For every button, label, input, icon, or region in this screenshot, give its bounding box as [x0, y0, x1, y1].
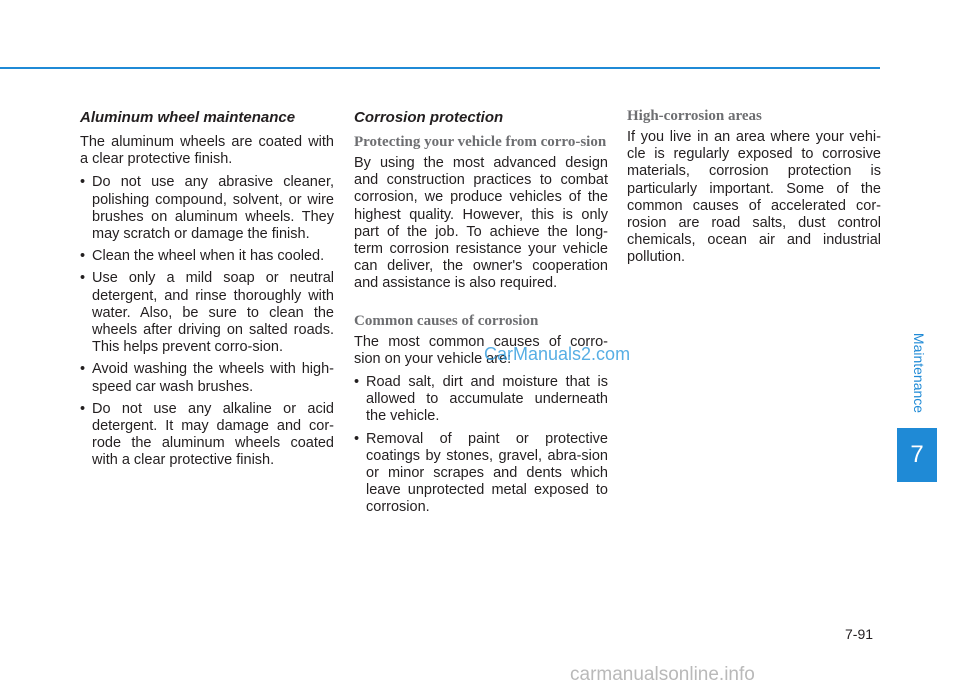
bullet-list — [80, 174, 334, 469]
list-item: • Clean the wheel when it has cooled. — [80, 248, 325, 265]
bullet-icon: • — [80, 270, 86, 287]
bullet-icon: • — [354, 430, 360, 447]
bullet-icon: • — [80, 400, 86, 417]
subsection-heading: High-corrosion areas — [627, 108, 762, 124]
list-item: • Do not use any abrasive cleaner, polishing compound, solvent, or wire brushes on aluminum wheels. They may scratch or damage the finish. — [80, 174, 334, 243]
watermark: CarManuals2.com — [484, 344, 631, 364]
list-item: • Removal of paint or protective coatings by stones, gravel, abra-sion or minor scrapes and dents which leave unprotected metal exposed to corrosion. — [354, 430, 608, 516]
page-number: 7-91 — [845, 626, 874, 642]
chapter-tab: 7 — [897, 428, 937, 482]
footer-watermark: carmanualsonline.info — [570, 664, 755, 685]
bullet-icon: • — [354, 374, 360, 391]
list-item: • Do not use any alkaline or acid detergent. It may damage and cor-rode the aluminum wheels coated with a clear protective finish. — [80, 400, 334, 469]
column-aluminum-wheel — [80, 108, 334, 475]
paragraph: By using the most advanced design and construction practices to combat corrosion, we produce vehicles of the highest quality. However, this is only part of the job. To achieve the long-term corrosion resistance your vehicle can deliver, the owner's cooperation and assistance is also required. — [354, 155, 608, 292]
list-item: • Road salt, dirt and moisture that is allowed to accumulate underneath the vehicle. — [354, 374, 608, 425]
paragraph: If you live in an area where your vehi-cle is regularly exposed to corrosive materials, corrosion protection is particularly important. Some of the common causes of accelerated cor-rosion are road salts, dust control chemicals, ocean air and industrial pollution. — [627, 129, 881, 266]
bullet-icon: • — [80, 248, 86, 265]
column-high-corrosion — [627, 108, 881, 273]
chapter-label: Maintenance — [911, 332, 928, 414]
subsection-heading: Common causes of corrosion — [354, 312, 539, 329]
list-item: • Avoid washing the wheels with high-speed car wash brushes. — [80, 361, 334, 395]
header-rule — [0, 67, 880, 69]
section-heading: Corrosion protection — [354, 109, 504, 126]
bullet-icon: • — [80, 174, 86, 191]
paragraph: The aluminum wheels are coated with a clear protective finish. — [80, 134, 334, 168]
bullet-list — [354, 374, 608, 517]
list-item: • Use only a mild soap or neutral detergent, and rinse thoroughly with water. Also, be sure to clean the wheels after driving on salted roads. This helps prevent corro-sion. — [80, 270, 334, 356]
bullet-icon: • — [80, 361, 86, 378]
column-corrosion-protection — [354, 108, 608, 522]
section-heading: Aluminum wheel maintenance — [80, 109, 296, 126]
paragraph: The most common causes of corro-sion on your vehicle are: — [354, 333, 608, 367]
subsection-heading: Protecting your vehicle from corro-sion — [354, 134, 607, 150]
